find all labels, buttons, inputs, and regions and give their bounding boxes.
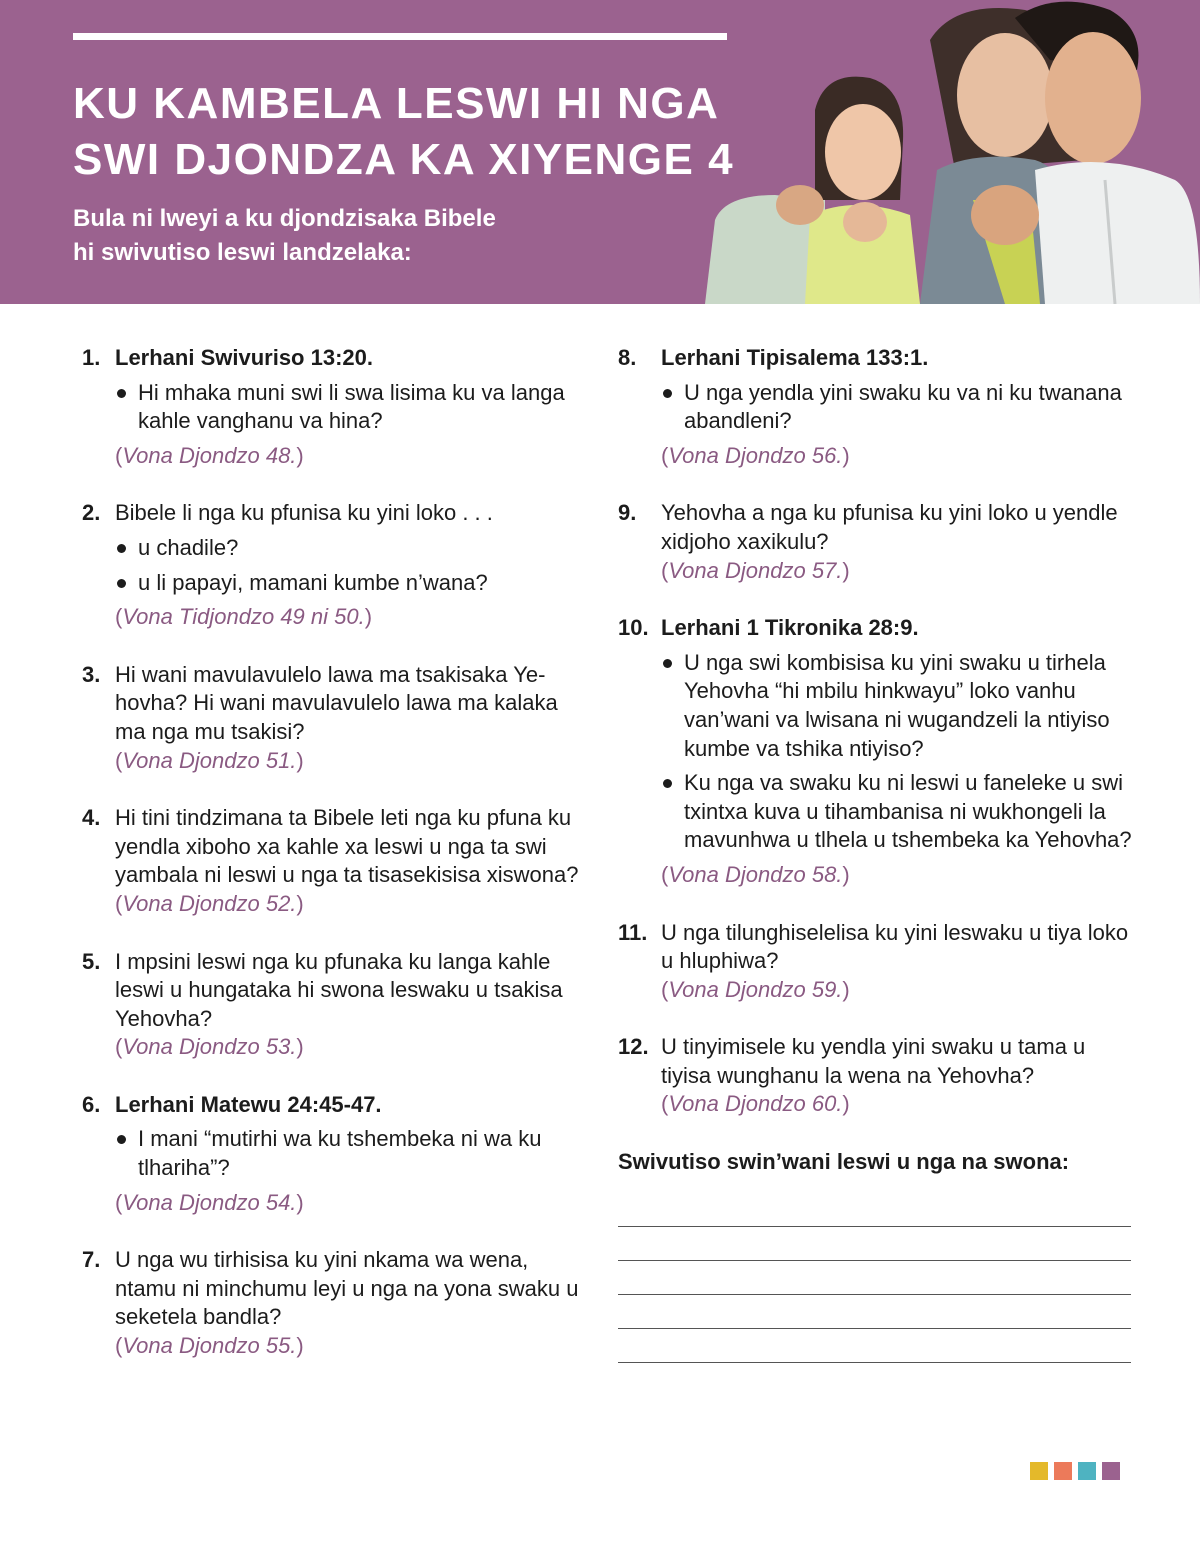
question-item <box>82 661 592 775</box>
question-number: 11. <box>618 919 648 945</box>
lesson-reference: (Vona Djondzo 48.) <box>115 442 304 468</box>
question-item <box>618 499 1138 585</box>
question-item <box>618 344 1138 470</box>
lesson-reference: (Vona Djondzo 58.) <box>661 861 850 887</box>
question-number: 4. <box>82 805 101 831</box>
question-text: Lerhani 1 Tikronika 28:9. <box>661 615 919 641</box>
question-text: Hi wani mavulavulelo lawa ma tsakisaka Yehovha? Hi wani mavulavulelo lawa ma kalaka ma nga mu tsakisi? <box>115 661 558 744</box>
question-bullet: I mani “mutirhi wa ku tshembeka ni wa ku tlhariha”? <box>115 1125 592 1182</box>
answer-line[interactable] <box>618 1294 1131 1295</box>
question-text: Yehovha a nga ku pfunisa ku yini loko u yendle xidjoho xaxikulu? <box>661 500 1118 554</box>
question-bullet: Hi mhaka muni swi li swa lisima ku va langa kahle vanghanu va hina? <box>115 379 592 436</box>
lesson-reference: (Vona Djondzo 59.) <box>661 976 850 1002</box>
question-text: Lerhani Tipisalema 133:1. <box>661 345 929 370</box>
answer-line[interactable] <box>618 1226 1131 1227</box>
color-swatches <box>1030 1462 1120 1480</box>
page-title-line-1: KU KAMBELA LESWI HI NGA <box>73 79 720 128</box>
question-bullet: Ku nga va swaku ku ni leswi u faneleke u swi txintxa kuva u tihambanisa ni wukhongeli la mavunhwa u tlhela u tshembeka ka Yehovha? <box>661 769 1138 855</box>
question-item <box>82 1091 592 1217</box>
answer-line[interactable] <box>618 1328 1131 1329</box>
question-text: Lerhani Matewu 24:45-47. <box>115 1091 382 1117</box>
page-subtitle-line-1: Bula ni lweyi a ku djondzisaka Bibele <box>73 205 496 232</box>
question-item <box>82 499 592 631</box>
question-text: I mpsini leswi nga ku pfunaka ku langa kahle leswi u hungataka hi swona leswaku u tsakisa Yehovha? <box>115 948 563 1031</box>
page-subtitle <box>73 202 633 270</box>
lesson-reference: (Vona Djondzo 51.) <box>115 747 304 773</box>
question-number: 6. <box>82 1091 101 1117</box>
header-banner <box>0 0 1200 304</box>
swatch-yellow <box>1030 1462 1048 1480</box>
question-text: Bibele li nga ku pfunisa ku yini loko . . . <box>115 500 493 526</box>
question-bullet: u chadile? <box>115 534 592 563</box>
questions-right-column <box>618 344 1138 1363</box>
page-subtitle-line-2: hi swivutiso leswi landzelaka: <box>73 239 412 266</box>
answer-lines <box>618 1226 1138 1363</box>
question-number: 12. <box>618 1034 649 1060</box>
question-text: U nga wu tirhisisa ku yini nkama wa wena, ntamu ni minchumu leyi u nga na yona swaku u seketela bandla? <box>115 1247 579 1330</box>
lesson-reference: (Vona Djondzo 54.) <box>115 1189 304 1215</box>
swatch-teal <box>1078 1462 1096 1480</box>
question-item <box>82 804 592 918</box>
question-number: 10. <box>618 615 649 641</box>
lesson-reference: (Vona Djondzo 57.) <box>661 557 850 583</box>
question-number: 9. <box>618 500 637 526</box>
swatch-purple <box>1102 1462 1120 1480</box>
lesson-reference: (Vona Djondzo 56.) <box>661 442 850 468</box>
questions-left-column <box>82 344 592 1390</box>
other-questions-label: Swivutiso swin’wani leswi u nga na swona: <box>618 1149 1070 1175</box>
question-number: 1. <box>82 345 101 370</box>
lesson-reference: (Vona Tidjondzo 49 ni 50.) <box>115 604 373 630</box>
question-bullet: U nga yendla yini swaku ku va ni ku twanana abandleni? <box>661 379 1138 436</box>
lesson-reference: (Vona Djondzo 52.) <box>115 890 304 916</box>
question-number: 8. <box>618 345 637 370</box>
question-bullet: u li papayi, mamani kumbe n’wana? <box>115 569 592 598</box>
question-number: 2. <box>82 500 101 526</box>
question-item <box>618 1033 1138 1119</box>
question-item <box>82 948 592 1062</box>
question-number: 3. <box>82 661 101 687</box>
page-title-line-2: SWI DJONDZA KA XIYENGE 4 <box>73 135 735 184</box>
lesson-reference: (Vona Djondzo 60.) <box>661 1091 850 1117</box>
question-text: U nga tilunghiselelisa ku yini leswaku u tiya loko u hluphiwa? <box>661 919 1129 974</box>
answer-line[interactable] <box>618 1362 1131 1363</box>
question-number: 5. <box>82 948 101 974</box>
question-item <box>618 614 1138 889</box>
question-text: Hi tini tindzimana ta Bibele leti nga ku pfuna ku yendla xiboho xa kahle xa leswi u nga ta swi yambala ni leswi u nga ta tisasekisisa xiswona? <box>115 805 579 888</box>
question-item <box>618 919 1138 1005</box>
lesson-reference: (Vona Djondzo 53.) <box>115 1034 304 1060</box>
lesson-reference: (Vona Djondzo 55.) <box>115 1333 304 1359</box>
question-bullet: U nga swi kombisisa ku yini swaku u tirhela Yehovha “hi mbilu hinkwayu” loko vanhu van’wani va lwisana ni wugandzeli la ntiyiso kumbe va tshika ntiyiso? <box>661 649 1138 763</box>
question-text: U tinyimisele ku yendla yini swaku u tama u tiyisa wunghanu la wena na Yehovha? <box>661 1034 1086 1088</box>
page-title <box>73 76 773 188</box>
family-praying-illustration <box>705 0 1200 304</box>
answer-line[interactable] <box>618 1260 1131 1261</box>
question-item <box>82 1246 592 1360</box>
question-text: Lerhani Swivuriso 13:20. <box>115 345 373 370</box>
header-rule <box>73 33 727 40</box>
question-number: 7. <box>82 1247 101 1273</box>
swatch-coral <box>1054 1462 1072 1480</box>
question-item <box>82 344 592 470</box>
